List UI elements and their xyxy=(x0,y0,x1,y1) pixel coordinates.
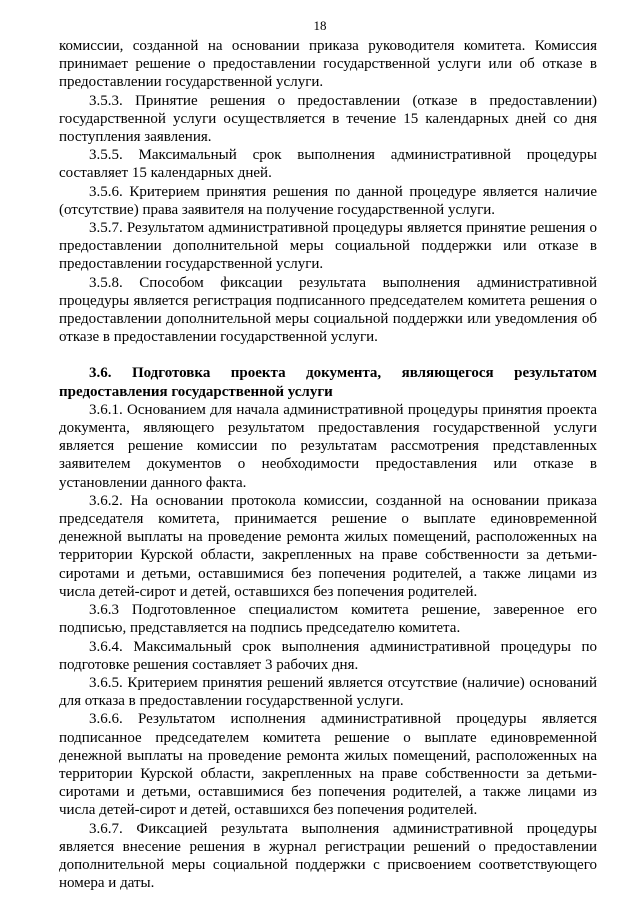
page-number: 18 xyxy=(313,18,327,33)
paragraph-continuation: комиссии, созданной на основании приказа руководителя комитета. Комиссия принимает решение о предоставлении государственной услуги или об отказе в предоставлении государственной услуги. xyxy=(59,38,597,91)
paragraph-3-6-6: 3.6.6. Результатом исполнения административной процедуры является подписанное председателем комитета решение о выплате единовременной денежной выплаты на проведение ремонта жилых помещений, расположенных на территории Курской области, закрепленных на праве собственности за детьми-сиротами и детьми, оставшимися без попечения родителей, а также лицами из числа детей-сирот и детей, оставшихся без попечения родителей. xyxy=(59,711,597,819)
paragraph-3-5-5: 3.5.5. Максимальный срок выполнения административной процедуры составляет 15 календарных дней. xyxy=(59,147,597,182)
paragraph-3-5-3: 3.5.3. Принятие решения о предоставлении (отказе в предоставлении) государственной услуги осуществляется в течение 15 календарных дней со дня поступления заявления. xyxy=(59,92,597,146)
paragraph-3-6-4: 3.6.4. Максимальный срок выполнения административной процедуры по подготовке решения составляет 3 рабочих дня. xyxy=(59,638,597,673)
paragraph-3-6-7: 3.6.7. Фиксацией результата выполнения административной процедуры является внесение решения в журнал регистрации решений о предоставлении дополнительной меры социальной поддержки с присвоением соответствующего номера и даты. xyxy=(59,820,597,892)
paragraph-3-5-6: 3.5.6. Критерием принятия решения по данной процедуре является наличие (отсутствие) права заявителя на получение государственной услуги. xyxy=(59,183,597,218)
paragraph-3-6-2: 3.6.2. На основании протокола комиссии, созданной на основании приказа председателя комитета, принимается решение о выплате единовременной денежной выплаты на проведение ремонта жилых помещений, расположенных на территории Курской области, закрепленных на праве собственности за детьми-сиротами и детьми, оставшимися без попечения родителей, а также лицами из числа детей-сирот и детей, оставшихся без попечения родителей. xyxy=(59,492,597,600)
paragraph-3-6-5: 3.6.5. Критерием принятия решений является отсутствие (наличие) оснований для отказа в предоставлении государственной услуги. xyxy=(59,674,597,710)
document-body xyxy=(59,37,597,892)
paragraph-3-6-1: 3.6.1. Основанием для начала административной процедуры принятия проекта документа, являющего результатом предоставления государственной услуги является решение комиссии по результатам рассмотрения представленных заявителем документов о необходимости предоставления или отказе в установлении данного факта. xyxy=(59,401,597,491)
paragraph-3-5-7: 3.5.7. Результатом административной процедуры является принятие решения о предоставлении дополнительной меры социальной поддержки или отказе в предоставлении государственной услуги. xyxy=(59,220,597,273)
section-heading-3-6: 3.6. Подготовка проекта документа, являющегося результатом предоставления государственной услуги xyxy=(59,365,597,400)
paragraph-3-6-3: 3.6.3 Подготовленное специалистом комитета решение, заверенное его подписью, представляется на подпись председателю комитета. xyxy=(59,602,597,637)
paragraph-3-5-8: 3.5.8. Способом фиксации результата выполнения административной процедуры является регистрация подписанного председателем комитета решения о предоставлении дополнительной меры социальной поддержки или уведомления об отказе в предоставлении государственной услуги. xyxy=(59,274,597,346)
